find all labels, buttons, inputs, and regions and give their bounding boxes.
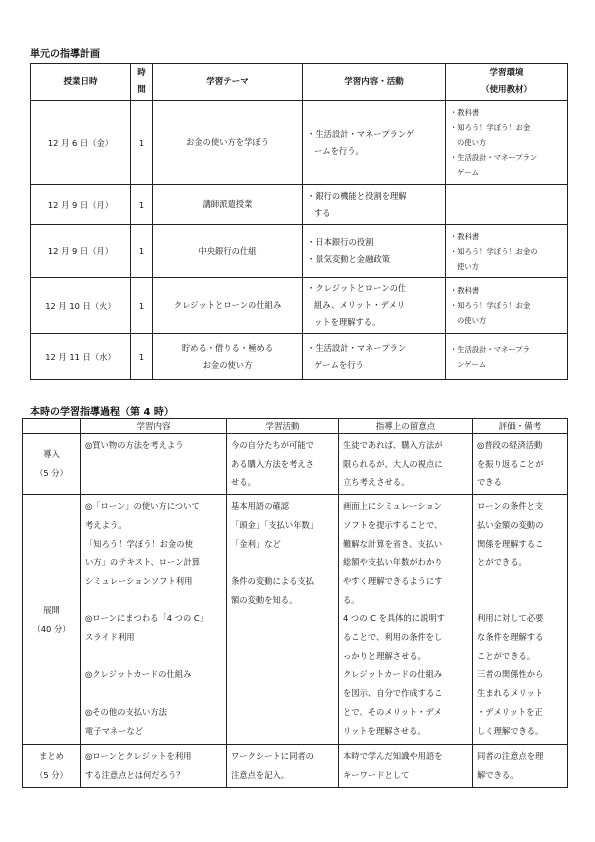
lesson-flow-table <box>22 418 568 788</box>
unit-plan-table <box>30 63 568 380</box>
header-date: 授業日時 <box>31 64 131 101</box>
table-row <box>31 185 568 225</box>
table-row <box>31 225 568 278</box>
lesson-flow-header-row <box>23 419 568 434</box>
row-theme: お金の使い方を学ぼう <box>153 101 303 185</box>
row-hours: 1 <box>131 278 153 334</box>
cell-activity: 今の自分たちが可能で ある購入方法を考えさ せる。 <box>227 434 339 495</box>
row-content: ・ 日本銀行の役割 ・ 景気変動と金融政策 <box>303 225 446 278</box>
cell-content: ◎買い物の方法を考えよう <box>81 434 227 495</box>
row-hours: 1 <box>131 334 153 380</box>
row-date: 12 月 6 日（金） <box>31 101 131 185</box>
cell-evaluation: ローンの条件と支 払い金額の変動の 関係を理解するこ とができる。 利用に対して必要 な条件を理解する ことができる。 三者の関係性から 生まれるメリット ・デメリットを正 しく理解できる。 <box>473 495 568 745</box>
header-theme: 学習テーマ <box>153 64 303 101</box>
phase-intro: 導入 （5 分） <box>23 434 81 495</box>
cell-content: ◎ローンとクレジットを利用 する注意点とは何だろう？ <box>81 745 227 788</box>
table-row <box>31 278 568 334</box>
row-materials: ・ 教科書 ・ 知ろう！学ぼう！お金 の使い方 ・ 生活設計・マネープラン ゲーム <box>446 101 568 185</box>
row-content: ・ 生活設計・マネープランゲ ームを行う。 <box>303 101 446 185</box>
row-hours: 1 <box>131 185 153 225</box>
table-row <box>23 434 568 495</box>
cell-evaluation: ◎普段の経済活動 を振り返ることが できる <box>473 434 568 495</box>
table-row <box>23 495 568 745</box>
header-evaluation: 評価・備考 <box>473 419 568 434</box>
row-date: 12 月 10 日（火） <box>31 278 131 334</box>
row-date: 12 月 9 日（月） <box>31 185 131 225</box>
row-hours: 1 <box>131 225 153 278</box>
header-environment: 学習環境 （使用教材） <box>446 64 568 101</box>
header-learning-activity: 学習活動 <box>227 419 339 434</box>
header-content: 学習内容・活動 <box>303 64 446 101</box>
row-materials <box>446 185 568 225</box>
row-theme: 中央銀行の仕組 <box>153 225 303 278</box>
phase-summary: まとめ （5 分） <box>23 745 81 788</box>
header-learning-content: 学習内容 <box>81 419 227 434</box>
header-hours: 時 間 <box>131 64 153 101</box>
row-theme: 講師派遣授業 <box>153 185 303 225</box>
header-teaching-notes: 指導上の留意点 <box>339 419 473 434</box>
table-row <box>23 745 568 788</box>
cell-notes: 生徒であれば、購入方法が 限られるが、大人の視点に 立ち考えさせる。 <box>339 434 473 495</box>
row-materials: ・ 教科書 ・ 知ろう！学ぼう！お金 の使い方 <box>446 278 568 334</box>
cell-evaluation: 同者の注意点を理 解できる。 <box>473 745 568 788</box>
row-materials: ・ 生活設計・マネープラ ンゲーム <box>446 334 568 380</box>
cell-activity: ワークシートに同者の 注意点を記入。 <box>227 745 339 788</box>
cell-content: ◎「ローン」の使い方について 考えよう。 「知ろう！学ぼう！お金の使 い方」のテキスト、ローン計算 シミュレーションソフト利用 ◎ローンにまつわる「4 つの C」 スライド利用 ◎クレジットカードの仕組み ◎その他の支払い方法 電子マネーなど <box>81 495 227 745</box>
cell-notes: 画面上にシミュレーション ソフトを提示することで、 難解な計算を省き、支払い 総額や支払い年数がわかり やすく理解できるようにす る。 4 つの C を具体的に説明す ることで、利用の条件をし っかりと理解させる。 クレジットカードの仕組み を図示、自分で作成するこ とで、そのメリット・デメ リットを理解させる。 <box>339 495 473 745</box>
row-date: 12 月 9 日（月） <box>31 225 131 278</box>
unit-plan-header-row <box>31 64 568 101</box>
row-theme: クレジットとローンの仕組み <box>153 278 303 334</box>
unit-plan-title: 単元の指導計画 <box>30 49 100 60</box>
row-date: 12 月 11 日（水） <box>31 334 131 380</box>
row-content: ・ 生活設計・マネープラン ゲームを行う <box>303 334 446 380</box>
phase-development: 展開 （40 分） <box>23 495 81 745</box>
row-theme: 貯める・借りる・極める お金の使い方 <box>153 334 303 380</box>
row-materials: ・ 教科書 ・ 知ろう！学ぼう！お金の 使い方 <box>446 225 568 278</box>
table-row <box>31 101 568 185</box>
lesson-flow-title: 本時の学習指導過程（第 4 時） <box>30 407 174 418</box>
row-content: ・ クレジットとローンの仕 組み、メリット・デメリ ットを理解する。 <box>303 278 446 334</box>
row-hours: 1 <box>131 101 153 185</box>
header-phase <box>23 419 81 434</box>
table-row <box>31 334 568 380</box>
cell-notes: 本時で学んだ知識や用語を キーワードとして <box>339 745 473 788</box>
cell-activity: 基本用語の確認 「頭金」「支払い年数」 「金利」など 条件の変動による支払 額の変動を知る。 <box>227 495 339 745</box>
row-content: ・ 銀行の機能と役割を理解 する <box>303 185 446 225</box>
